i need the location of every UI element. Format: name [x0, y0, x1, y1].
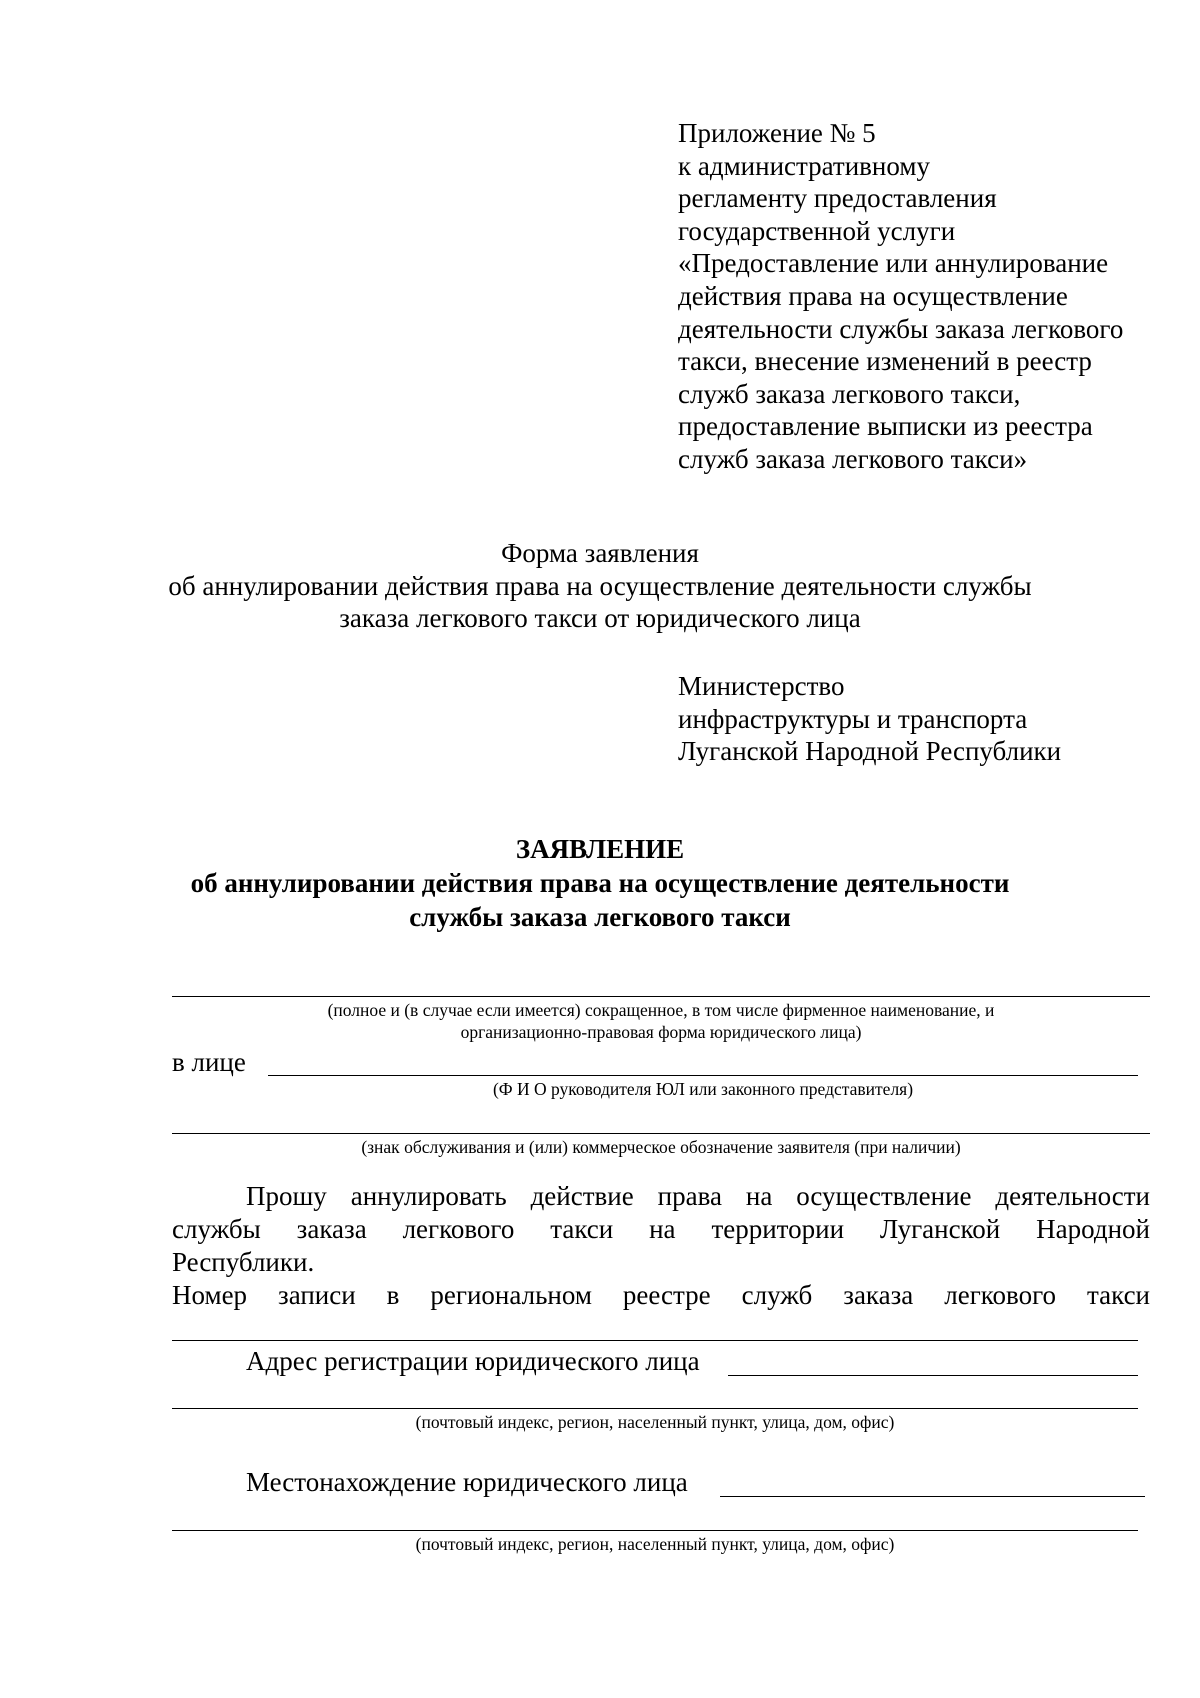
appendix-line: к административному	[678, 150, 930, 181]
appendix-line: регламенту предоставления	[678, 183, 997, 214]
appendix-header	[678, 117, 1178, 476]
service-mark-caption: (знак обслуживания и (или) коммерческое обозначение заявителя (при наличии)	[361, 1137, 961, 1157]
appendix-line: Приложение № 5	[678, 118, 876, 148]
location-label: Местонахождение юридического лица	[246, 1467, 688, 1497]
location-caption: (почтовый индекс, регион, населенный пункт, улица, дом, офис)	[415, 1534, 895, 1554]
request-line: Прошу аннулировать действие права на осуществление деятельности	[246, 1181, 1150, 1211]
appendix-line: «Предоставление или аннулирование	[678, 248, 1109, 279]
form-title-line: Форма заявления	[501, 538, 699, 568]
form-title-line: об аннулировании действия права на осуществление деятельности службы	[168, 570, 1032, 601]
representative-caption: (Ф И О руководителя ЮЛ или законного представителя)	[492, 1079, 914, 1099]
registry-number-label: Номер записи в региональном реестре служб заказа легкового такси	[172, 1280, 1150, 1310]
appendix-line: государственной услуги	[678, 215, 956, 246]
location-field[interactable]	[720, 1496, 1145, 1497]
registration-address-field[interactable]	[728, 1375, 1138, 1376]
org-name-caption-line: (полное и (в случае если имеется) сокращенное, в том числе фирменное наименование, и	[327, 1000, 995, 1020]
statement-subheading-line: службы заказа легкового такси	[409, 902, 791, 932]
service-mark-field[interactable]	[172, 1133, 1150, 1134]
form-title	[100, 537, 1100, 635]
representative-field[interactable]	[268, 1075, 1138, 1076]
appendix-line: деятельности службы заказа легкового	[678, 313, 1124, 344]
appendix-line: действия права на осуществление	[678, 280, 1068, 311]
statement-subheading-line: об аннулировании действия права на осуществление деятельности	[190, 868, 1010, 898]
recipient-line: инфраструктуры и транспорта	[678, 703, 1028, 734]
request-paragraph	[172, 1180, 1150, 1312]
org-name-caption-line: организационно-правовая форма юридического лица)	[460, 1022, 862, 1042]
registry-number-field[interactable]	[172, 1340, 1138, 1341]
appendix-line: предоставление выписки из реестра	[678, 411, 1093, 442]
representative-prefix: в лице	[172, 1047, 246, 1077]
org-name-caption	[172, 999, 1150, 1043]
request-line: службы заказа легкового такси на территории Луганской Народной	[172, 1214, 1150, 1244]
recipient-line: Министерство	[678, 671, 845, 701]
appendix-line: служб заказа легкового такси,	[678, 378, 1021, 409]
recipient-line: Луганской Народной Республики	[678, 736, 1062, 766]
org-name-field[interactable]	[172, 996, 1150, 997]
recipient-block	[678, 670, 1178, 768]
appendix-line: служб заказа легкового такси»	[678, 443, 1028, 474]
registration-address-field-2[interactable]	[172, 1408, 1138, 1409]
statement-title	[100, 832, 1100, 934]
statement-heading: ЗАЯВЛЕНИЕ	[515, 834, 685, 864]
location-field-2[interactable]	[172, 1530, 1138, 1531]
registration-address-caption: (почтовый индекс, регион, населенный пункт, улица, дом, офис)	[415, 1412, 895, 1432]
form-title-line: заказа легкового такси от юридического лица	[339, 603, 861, 633]
registration-address-label: Адрес регистрации юридического лица	[246, 1346, 700, 1376]
request-line: Республики.	[172, 1247, 315, 1277]
appendix-line: такси, внесение изменений в реестр	[678, 346, 1092, 377]
